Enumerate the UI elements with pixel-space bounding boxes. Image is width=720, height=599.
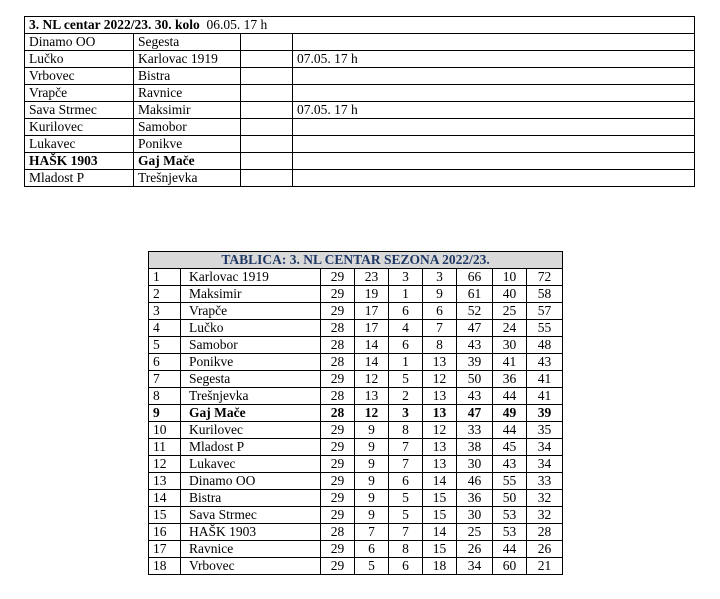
standing-won: 9 <box>355 456 389 473</box>
standing-goals-for: 66 <box>457 269 493 286</box>
standing-won: 13 <box>355 388 389 405</box>
standing-row <box>149 524 563 541</box>
standing-row <box>149 507 563 524</box>
standing-played: 29 <box>321 371 355 388</box>
standing-played: 29 <box>321 439 355 456</box>
standing-position: 1 <box>149 269 181 286</box>
standing-played: 28 <box>321 405 355 422</box>
round-date: 06.05. 17 h <box>206 17 268 32</box>
standing-goals-for: 33 <box>457 422 493 439</box>
standing-goals-against: 53 <box>493 507 527 524</box>
standing-drawn: 6 <box>389 337 423 354</box>
standing-points: 32 <box>527 507 563 524</box>
standing-position: 18 <box>149 558 181 575</box>
standing-played: 29 <box>321 507 355 524</box>
standing-goals-against: 40 <box>493 286 527 303</box>
standings-title-row <box>149 252 563 269</box>
standing-won: 23 <box>355 269 389 286</box>
standing-won: 17 <box>355 303 389 320</box>
standing-won: 14 <box>355 354 389 371</box>
fixture-away-team: Maksimir <box>134 102 241 119</box>
standing-row <box>149 337 563 354</box>
standing-position: 9 <box>149 405 181 422</box>
standing-points: 43 <box>527 354 563 371</box>
fixture-empty-cell <box>241 119 293 136</box>
standing-won: 7 <box>355 524 389 541</box>
standing-position: 2 <box>149 286 181 303</box>
standing-played: 29 <box>321 269 355 286</box>
standing-won: 14 <box>355 337 389 354</box>
fixture-row <box>25 102 695 119</box>
standing-won: 9 <box>355 439 389 456</box>
standing-goals-against: 55 <box>493 473 527 490</box>
standing-goals-for: 34 <box>457 558 493 575</box>
fixture-row <box>25 51 695 68</box>
fixture-away-team: Ravnice <box>134 85 241 102</box>
standing-drawn: 7 <box>389 456 423 473</box>
fixture-away-team: Ponikve <box>134 136 241 153</box>
standing-position: 16 <box>149 524 181 541</box>
standing-points: 32 <box>527 490 563 507</box>
standing-played: 29 <box>321 303 355 320</box>
standing-points: 58 <box>527 286 563 303</box>
fixture-away-team: Segesta <box>134 34 241 51</box>
standing-points: 48 <box>527 337 563 354</box>
fixture-empty-cell <box>241 85 293 102</box>
standing-drawn: 3 <box>389 405 423 422</box>
fixture-home-team: Lukavec <box>25 136 134 153</box>
standing-won: 9 <box>355 507 389 524</box>
standing-goals-for: 36 <box>457 490 493 507</box>
fixture-home-team: Lučko <box>25 51 134 68</box>
fixture-row <box>25 85 695 102</box>
fixture-row <box>25 170 695 187</box>
standing-row <box>149 490 563 507</box>
fixture-row <box>25 68 695 85</box>
standing-goals-for: 47 <box>457 320 493 337</box>
standing-team: Vrbovec <box>181 558 321 575</box>
standing-drawn: 4 <box>389 320 423 337</box>
standing-team: Maksimir <box>181 286 321 303</box>
standing-won: 9 <box>355 490 389 507</box>
standing-position: 6 <box>149 354 181 371</box>
standing-row <box>149 388 563 405</box>
standing-team: HAŠK 1903 <box>181 524 321 541</box>
standing-row <box>149 541 563 558</box>
standing-team: Ponikve <box>181 354 321 371</box>
standing-drawn: 8 <box>389 541 423 558</box>
standing-played: 28 <box>321 388 355 405</box>
standing-drawn: 1 <box>389 286 423 303</box>
standing-won: 12 <box>355 371 389 388</box>
fixture-away-team: Bistra <box>134 68 241 85</box>
standing-lost: 12 <box>423 422 457 439</box>
standing-drawn: 8 <box>389 422 423 439</box>
standing-goals-for: 30 <box>457 456 493 473</box>
standing-played: 29 <box>321 422 355 439</box>
standing-points: 28 <box>527 524 563 541</box>
standing-lost: 6 <box>423 303 457 320</box>
standing-position: 3 <box>149 303 181 320</box>
standing-team: Sava Strmec <box>181 507 321 524</box>
standing-played: 29 <box>321 558 355 575</box>
standing-team: Dinamo OO <box>181 473 321 490</box>
standing-played: 29 <box>321 456 355 473</box>
fixture-empty-cell <box>241 34 293 51</box>
standing-goals-against: 25 <box>493 303 527 320</box>
fixture-date-note <box>293 85 695 102</box>
fixture-away-team: Trešnjevka <box>134 170 241 187</box>
standing-lost: 13 <box>423 439 457 456</box>
standing-lost: 13 <box>423 354 457 371</box>
standing-team: Karlovac 1919 <box>181 269 321 286</box>
standing-played: 28 <box>321 354 355 371</box>
fixture-away-team: Karlovac 1919 <box>134 51 241 68</box>
fixture-empty-cell <box>241 102 293 119</box>
standing-goals-against: 45 <box>493 439 527 456</box>
standing-drawn: 5 <box>389 490 423 507</box>
standing-played: 28 <box>321 337 355 354</box>
standing-goals-for: 47 <box>457 405 493 422</box>
standing-position: 17 <box>149 541 181 558</box>
standing-team: Samobor <box>181 337 321 354</box>
standing-played: 29 <box>321 541 355 558</box>
round-title: 3. NL centar 2022/23. 30. kolo <box>29 17 200 32</box>
standing-lost: 8 <box>423 337 457 354</box>
fixture-empty-cell <box>241 51 293 68</box>
standing-position: 5 <box>149 337 181 354</box>
fixtures-header-row <box>25 17 695 34</box>
standing-goals-for: 25 <box>457 524 493 541</box>
standing-won: 17 <box>355 320 389 337</box>
standing-won: 12 <box>355 405 389 422</box>
fixture-date-note <box>293 34 695 51</box>
standing-position: 14 <box>149 490 181 507</box>
standing-points: 21 <box>527 558 563 575</box>
fixture-date-note <box>293 68 695 85</box>
standing-played: 29 <box>321 473 355 490</box>
fixture-home-team: HAŠK 1903 <box>25 153 134 170</box>
standing-points: 39 <box>527 405 563 422</box>
fixture-home-team: Dinamo OO <box>25 34 134 51</box>
standing-drawn: 7 <box>389 524 423 541</box>
standing-played: 28 <box>321 524 355 541</box>
standing-points: 35 <box>527 422 563 439</box>
fixture-away-team: Gaj Mače <box>134 153 241 170</box>
standing-drawn: 6 <box>389 558 423 575</box>
fixtures-header <box>25 17 695 34</box>
standing-goals-against: 49 <box>493 405 527 422</box>
standing-goals-for: 39 <box>457 354 493 371</box>
standing-row <box>149 439 563 456</box>
fixture-away-team: Samobor <box>134 119 241 136</box>
standing-row <box>149 456 563 473</box>
standing-goals-for: 43 <box>457 337 493 354</box>
standing-lost: 14 <box>423 524 457 541</box>
standing-points: 33 <box>527 473 563 490</box>
fixture-date-note <box>293 119 695 136</box>
standing-row <box>149 303 563 320</box>
standing-points: 34 <box>527 439 563 456</box>
standing-team: Bistra <box>181 490 321 507</box>
fixture-date-note: 07.05. 17 h <box>293 51 695 68</box>
standing-goals-for: 43 <box>457 388 493 405</box>
standing-row <box>149 320 563 337</box>
standing-drawn: 6 <box>389 303 423 320</box>
standing-row <box>149 473 563 490</box>
standing-lost: 9 <box>423 286 457 303</box>
standing-goals-for: 52 <box>457 303 493 320</box>
standing-won: 9 <box>355 473 389 490</box>
standing-points: 72 <box>527 269 563 286</box>
fixture-home-team: Vrbovec <box>25 68 134 85</box>
standing-team: Segesta <box>181 371 321 388</box>
standing-row <box>149 371 563 388</box>
fixture-date-note <box>293 136 695 153</box>
standing-team: Gaj Mače <box>181 405 321 422</box>
standing-lost: 15 <box>423 490 457 507</box>
standing-lost: 7 <box>423 320 457 337</box>
standing-drawn: 5 <box>389 371 423 388</box>
standing-goals-for: 26 <box>457 541 493 558</box>
standing-position: 10 <box>149 422 181 439</box>
standing-points: 34 <box>527 456 563 473</box>
standing-goals-for: 61 <box>457 286 493 303</box>
standing-team: Trešnjevka <box>181 388 321 405</box>
fixture-home-team: Mladost P <box>25 170 134 187</box>
fixture-home-team: Vrapče <box>25 85 134 102</box>
fixture-empty-cell <box>241 170 293 187</box>
standing-team: Lukavec <box>181 456 321 473</box>
standing-row <box>149 286 563 303</box>
standing-position: 11 <box>149 439 181 456</box>
standing-goals-against: 44 <box>493 388 527 405</box>
standing-lost: 12 <box>423 371 457 388</box>
standing-points: 41 <box>527 371 563 388</box>
standing-points: 57 <box>527 303 563 320</box>
standing-goals-against: 50 <box>493 490 527 507</box>
standing-goals-for: 46 <box>457 473 493 490</box>
standing-points: 55 <box>527 320 563 337</box>
standing-goals-for: 50 <box>457 371 493 388</box>
standing-row <box>149 354 563 371</box>
standing-row <box>149 422 563 439</box>
standing-lost: 18 <box>423 558 457 575</box>
standing-goals-against: 44 <box>493 541 527 558</box>
standing-lost: 13 <box>423 456 457 473</box>
standing-lost: 15 <box>423 541 457 558</box>
standing-goals-against: 10 <box>493 269 527 286</box>
fixture-row <box>25 34 695 51</box>
standing-points: 41 <box>527 388 563 405</box>
standing-won: 19 <box>355 286 389 303</box>
standing-goals-against: 30 <box>493 337 527 354</box>
standing-lost: 13 <box>423 405 457 422</box>
standing-position: 4 <box>149 320 181 337</box>
standing-won: 5 <box>355 558 389 575</box>
fixture-date-note <box>293 153 695 170</box>
standing-lost: 13 <box>423 388 457 405</box>
standing-team: Kurilovec <box>181 422 321 439</box>
standing-goals-for: 38 <box>457 439 493 456</box>
standing-goals-against: 53 <box>493 524 527 541</box>
standing-goals-against: 60 <box>493 558 527 575</box>
fixture-row <box>25 119 695 136</box>
standing-goals-against: 41 <box>493 354 527 371</box>
standing-position: 7 <box>149 371 181 388</box>
standing-goals-against: 44 <box>493 422 527 439</box>
fixture-empty-cell <box>241 68 293 85</box>
standing-drawn: 3 <box>389 269 423 286</box>
standing-drawn: 6 <box>389 473 423 490</box>
fixtures-table <box>24 16 695 187</box>
standing-team: Vrapče <box>181 303 321 320</box>
standing-team: Mladost P <box>181 439 321 456</box>
standing-row <box>149 269 563 286</box>
standing-position: 8 <box>149 388 181 405</box>
standing-lost: 15 <box>423 507 457 524</box>
standing-won: 9 <box>355 422 389 439</box>
standing-points: 26 <box>527 541 563 558</box>
standing-drawn: 7 <box>389 439 423 456</box>
standing-drawn: 1 <box>389 354 423 371</box>
fixture-empty-cell <box>241 153 293 170</box>
standing-team: Lučko <box>181 320 321 337</box>
fixture-row <box>25 153 695 170</box>
standing-played: 29 <box>321 286 355 303</box>
fixture-row <box>25 136 695 153</box>
standing-position: 13 <box>149 473 181 490</box>
fixture-date-note <box>293 170 695 187</box>
standing-goals-against: 36 <box>493 371 527 388</box>
standing-played: 29 <box>321 490 355 507</box>
standing-won: 6 <box>355 541 389 558</box>
fixture-empty-cell <box>241 136 293 153</box>
fixture-date-note: 07.05. 17 h <box>293 102 695 119</box>
fixture-home-team: Kurilovec <box>25 119 134 136</box>
standing-goals-against: 24 <box>493 320 527 337</box>
standing-position: 12 <box>149 456 181 473</box>
standing-drawn: 5 <box>389 507 423 524</box>
fixture-home-team: Sava Strmec <box>25 102 134 119</box>
standing-drawn: 2 <box>389 388 423 405</box>
standing-played: 28 <box>321 320 355 337</box>
standings-table <box>148 251 563 575</box>
standing-goals-against: 43 <box>493 456 527 473</box>
standing-row <box>149 558 563 575</box>
standing-lost: 14 <box>423 473 457 490</box>
standing-position: 15 <box>149 507 181 524</box>
standing-row <box>149 405 563 422</box>
standing-goals-for: 30 <box>457 507 493 524</box>
standing-lost: 3 <box>423 269 457 286</box>
standings-title: TABLICA: 3. NL CENTAR SEZONA 2022/23. <box>149 252 563 269</box>
standing-team: Ravnice <box>181 541 321 558</box>
